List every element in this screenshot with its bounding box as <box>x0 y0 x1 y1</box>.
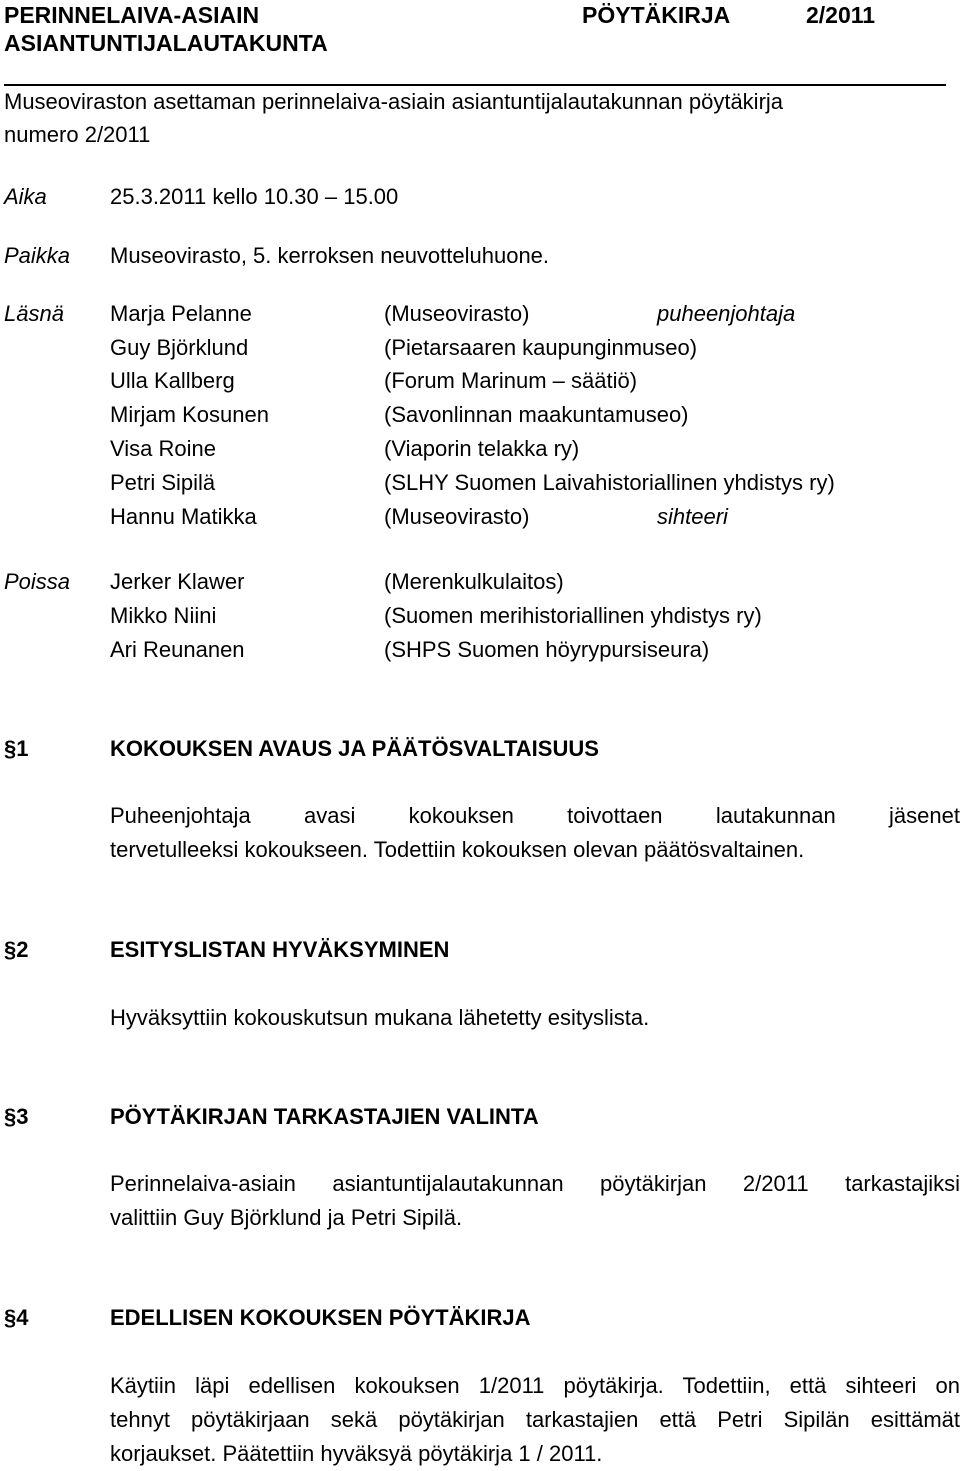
section-body <box>110 1167 960 1235</box>
present-member-name: Ulla Kallberg <box>110 368 235 393</box>
paragraph-line: Hyväksyttiin kokouskutsun mukana lähetetty esityslista. <box>110 1005 650 1030</box>
present-member-org: (Pietarsaaren kaupunginmuseo) <box>384 335 698 360</box>
document-title-line2: numero 2/2011 <box>4 122 151 147</box>
section-title: ESITYSLISTAN HYVÄKSYMINEN <box>110 937 450 962</box>
paragraph-line: Perinnelaiva-asiain asiantuntijalautakunnan pöytäkirjan 2/2011 tarkastajiksi <box>110 1171 960 1196</box>
section-number: §3 <box>4 1104 29 1129</box>
document-title-line1: Museoviraston asettaman perinnelaiva-asiain asiantuntijalautakunnan pöytäkirja <box>4 89 784 114</box>
present-member-org: (Savonlinnan maakuntamuseo) <box>384 402 689 427</box>
present-member-name: Guy Björklund <box>110 335 249 360</box>
section-body <box>110 799 960 867</box>
section-body <box>110 1369 960 1471</box>
present-member-org: (Forum Marinum – säätiö) <box>384 368 638 393</box>
present-member-name: Marja Pelanne <box>110 301 252 326</box>
present-member-org: (Museovirasto) <box>384 504 530 529</box>
present-member-role: puheenjohtaja <box>657 301 796 326</box>
present-member-org: (Viaporin telakka ry) <box>384 436 580 461</box>
section-title: KOKOUKSEN AVAUS JA PÄÄTÖSVALTAISUUS <box>110 736 599 761</box>
section-title: PÖYTÄKIRJAN TARKASTAJIEN VALINTA <box>110 1104 539 1129</box>
present-member-role: sihteeri <box>657 504 728 529</box>
section-mark: § <box>4 736 17 761</box>
absent-member-name: Jerker Klawer <box>110 569 245 594</box>
paragraph-line: Käytiin läpi edellisen kokouksen 1/2011 pöytäkirja. Todettiin, että sihteeri on <box>110 1373 960 1398</box>
paragraph-line: Puheenjohtaja avasi kokouksen toivottaen lautakunnan jäsenet <box>110 803 960 828</box>
paragraph-line: tervetulleeksi kokoukseen. Todettiin kokouksen olevan päätösvaltainen. <box>110 837 805 862</box>
doc-type: PÖYTÄKIRJA <box>582 2 731 28</box>
time-label: Aika <box>4 184 47 209</box>
present-member-name: Petri Sipilä <box>110 470 216 495</box>
section-number: §1 <box>4 736 29 761</box>
org-name-line1: PERINNELAIVA-ASIAIN <box>4 2 260 28</box>
section-title: EDELLISEN KOKOUKSEN PÖYTÄKIRJA <box>110 1305 531 1330</box>
paragraph-line: korjaukset. Päätettiin hyväksyä pöytäkirja 1 / 2011. <box>110 1441 603 1466</box>
section-body <box>110 1001 960 1035</box>
present-member-name: Visa Roine <box>110 436 216 461</box>
absent-member-org: (SHPS Suomen höyrypursiseura) <box>384 637 710 662</box>
absent-label: Poissa <box>4 569 71 594</box>
absent-member-name: Ari Reunanen <box>110 637 245 662</box>
place-value: Museovirasto, 5. kerroksen neuvotteluhuone. <box>110 243 550 268</box>
absent-member-org: (Merenkulkulaitos) <box>384 569 564 594</box>
section-mark: § <box>4 1104 17 1129</box>
org-name-line2: ASIANTUNTIJALAUTAKUNTA <box>4 30 328 56</box>
doc-number: 2/2011 <box>806 2 876 28</box>
time-value: 25.3.2011 kello 10.30 – 15.00 <box>110 184 399 209</box>
present-member-org: (SLHY Suomen Laivahistoriallinen yhdistys ry) <box>384 470 835 495</box>
present-member-org: (Museovirasto) <box>384 301 530 326</box>
present-member-name: Hannu Matikka <box>110 504 257 529</box>
present-label: Läsnä <box>4 301 64 326</box>
absent-member-name: Mikko Niini <box>110 603 217 628</box>
place-label: Paikka <box>4 243 71 268</box>
present-member-name: Mirjam Kosunen <box>110 402 269 427</box>
paragraph-line: tehnyt pöytäkirjaan sekä pöytäkirjan tarkastajien että Petri Sipilän esittämät <box>110 1407 960 1432</box>
section-mark: § <box>4 937 17 962</box>
section-mark: § <box>4 1305 17 1330</box>
absent-member-org: (Suomen merihistoriallinen yhdistys ry) <box>384 603 762 628</box>
paragraph-line: valittiin Guy Björklund ja Petri Sipilä. <box>110 1205 463 1230</box>
section-number: §4 <box>4 1305 29 1330</box>
section-number: §2 <box>4 937 29 962</box>
